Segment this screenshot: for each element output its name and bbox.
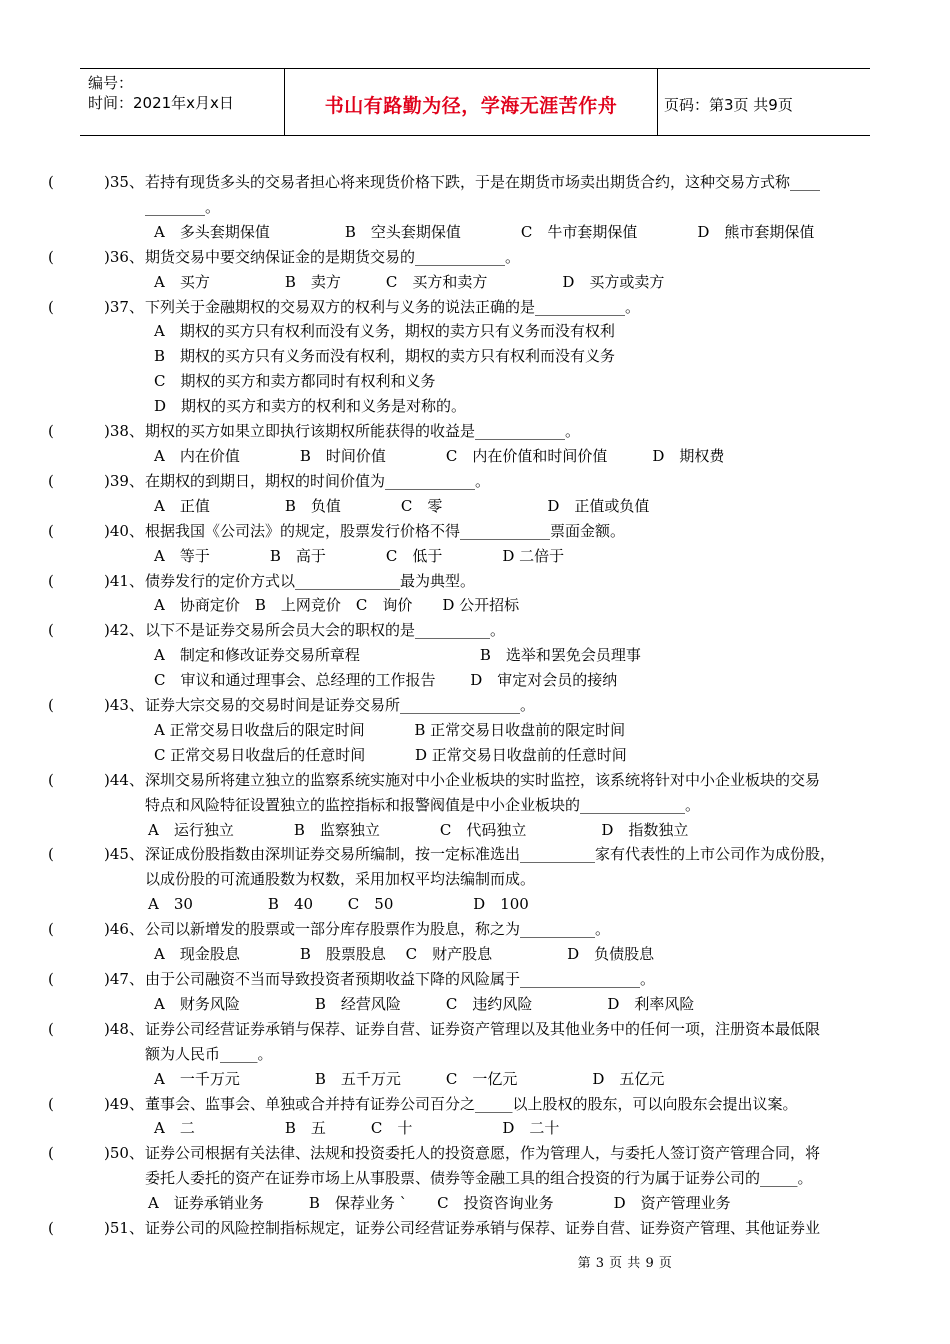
question-40 — [38, 519, 918, 569]
answer-options: A 内在价值 B 时间价值 C 内在价值和时间价值 D 期权费 — [154, 446, 725, 465]
question-text-continued: 特点和风险特征设置独立的监控指标和报警阀值是中小企业板块的______________。 — [145, 795, 701, 814]
question-text-continued: ________。 — [145, 197, 221, 216]
answer-blank-paren: ( — [48, 422, 54, 441]
question-stem-line — [38, 1017, 918, 1042]
question-stem-line — [38, 469, 918, 494]
question-35 — [38, 170, 918, 245]
answer-options: A 等于 B 高于 C 低于 D 二倍于 — [154, 546, 565, 565]
question-stem-line — [38, 967, 918, 992]
answer-options: D 期权的买方和卖方的权利和义务是对称的。 — [154, 397, 467, 416]
question-text: 董事会、监事会、单独或合并持有证券公司百分之_____以上股权的股东，可以向股东会提出议案。 — [145, 1094, 798, 1113]
answer-options: A 财务风险 B 经营风险 C 违约风险 D 利率风险 — [154, 994, 695, 1013]
page-footer: 第 3 页 共 9 页 — [577, 1256, 673, 1271]
answer-options: A 30 B 40 C 50 D 100 — [148, 895, 529, 914]
answer-blank-paren: ( — [48, 920, 54, 939]
question-text: 深圳交易所将建立独立的监察系统实施对中小企业板块的实时监控，该系统将针对中小企业板块的交易 — [145, 770, 821, 789]
question-50 — [38, 1141, 918, 1216]
question-42 — [38, 618, 918, 693]
answer-options: A 运行独立 B 监察独立 C 代码独立 D 指数独立 — [148, 820, 689, 839]
answer-options: C 审议和通过理事会、总经理的工作报告 D 审定对会员的接纳 — [154, 671, 618, 690]
question-number: )46、 — [104, 920, 144, 939]
answer-options: A 买方 B 卖方 C 买方和卖方 D 买方或卖方 — [154, 272, 665, 291]
answer-options: A 多头套期保值 B 空头套期保值 C 牛市套期保值 D 熊市套期保值 — [154, 222, 815, 241]
question-text: 深证成份股指数由深圳证券交易所编制，按一定标准选出__________家有代表性的上市公司作为成份股， — [145, 845, 836, 864]
question-stem-line — [38, 295, 918, 320]
answer-blank-paren: ( — [48, 770, 54, 789]
question-number: )50、 — [104, 1144, 144, 1163]
header-page-cell — [658, 69, 870, 135]
answer-options: B 期权的买方只有义务而没有权利，期权的卖方只有权利而没有义务 — [154, 347, 616, 366]
question-text: 证券公司经营证券承销与保荐、证券自营、证券资产管理以及其他业务中的任何一项，注册资本最低限 — [145, 1019, 821, 1038]
question-number: )48、 — [104, 1019, 144, 1038]
answer-blank-paren: ( — [48, 970, 54, 988]
question-number: )51、 — [104, 1219, 144, 1238]
question-text: 以下不是证券交易所会员大会的职权的是__________。 — [145, 621, 506, 640]
question-text-continued: 额为人民币_____。 — [145, 1044, 273, 1063]
question-44 — [38, 768, 918, 843]
question-stem-line — [38, 170, 918, 195]
question-stem-line — [38, 1092, 918, 1117]
question-stem-line — [38, 842, 918, 867]
question-number: )36、 — [104, 247, 144, 266]
question-text-continued: 以成份股的可流通股数为权数，采用加权平均法编制而成。 — [145, 870, 536, 889]
question-text: 证券大宗交易的交易时间是证券交易所________________。 — [145, 696, 536, 715]
question-39 — [38, 469, 918, 519]
answer-blank-paren: ( — [48, 521, 54, 540]
question-number: )37、 — [104, 297, 144, 316]
header-page-number: 页码：第3页 共9页 — [664, 96, 793, 114]
answer-options: A 正值 B 负值 C 零 D 正值或负值 — [154, 496, 650, 515]
question-43 — [38, 693, 918, 768]
answer-blank-paren: ( — [48, 696, 54, 715]
question-text: 证券公司根据有关法律、法规和投资委托人的投资意愿，作为管理人，与委托人签订资产管理合同，将 — [145, 1144, 821, 1163]
answer-blank-paren: ( — [48, 1019, 54, 1038]
answer-blank-paren: ( — [48, 1219, 54, 1238]
question-41 — [38, 569, 918, 619]
question-48 — [38, 1017, 918, 1092]
question-text: 期货交易中要交纳保证金的是期货交易的____________。 — [145, 247, 521, 266]
question-number: )43、 — [104, 696, 144, 715]
answer-options: A 现金股息 B 股票股息 C 财产股息 D 负债股息 — [154, 945, 655, 964]
answer-blank-paren: ( — [48, 571, 54, 590]
question-37 — [38, 295, 918, 420]
question-text: 证券公司的风险控制指标规定，证券公司经营证券承销与保荐、证券自营、证券资产管理、其他证券业 — [145, 1219, 821, 1238]
question-stem-line — [38, 569, 918, 594]
header-meta — [80, 69, 285, 135]
question-46 — [38, 917, 918, 967]
question-stem-line — [38, 693, 918, 718]
answer-blank-paren: ( — [48, 1094, 54, 1113]
answer-blank-paren: ( — [48, 845, 54, 864]
question-36 — [38, 245, 918, 295]
answer-blank-paren: ( — [48, 297, 54, 316]
question-text: 若持有现货多头的交易者担心将来现货价格下跌，于是在期货市场卖出期货合约，这种交易方式称____ — [145, 173, 821, 191]
answer-blank-paren: ( — [48, 173, 54, 191]
answer-options: A 二 B 五 C 十 D 二十 — [154, 1119, 560, 1138]
answer-blank-paren: ( — [48, 247, 54, 266]
question-stem-line — [38, 1216, 918, 1241]
answer-options: A 期权的买方只有权利而没有义务，期权的卖方只有义务而没有权利 — [154, 322, 615, 341]
question-49 — [38, 1092, 918, 1142]
question-47 — [38, 967, 918, 1017]
question-number: )49、 — [104, 1094, 144, 1113]
answer-options: A 协商定价 B 上网竞价 C 询价 D 公开招标 — [154, 596, 520, 615]
answer-blank-paren: ( — [48, 1144, 54, 1163]
header-motto-cell — [285, 69, 658, 135]
question-stem-line — [38, 245, 918, 270]
question-number: )35、 — [104, 173, 144, 191]
question-number: )45、 — [104, 845, 144, 864]
question-stem-line — [38, 419, 918, 444]
answer-blank-paren: ( — [48, 471, 54, 490]
question-text: 公司以新增发的股票或一部分库存股票作为股息，称之为__________。 — [145, 920, 611, 939]
question-number: )47、 — [104, 970, 144, 988]
motto-text: 书山有路勤为径，学海无涯苦作舟 — [324, 95, 618, 117]
question-38 — [38, 419, 918, 469]
question-number: )41、 — [104, 571, 144, 590]
question-45 — [38, 842, 918, 917]
answer-blank-paren: ( — [48, 621, 54, 640]
answer-options: A 正常交易日收盘后的限定时间 B 正常交易日收盘前的限定时间 — [154, 720, 626, 739]
question-stem-line — [38, 519, 918, 544]
question-text: 下列关于金融期权的交易双方的权利与义务的说法正确的是____________。 — [145, 297, 641, 316]
question-stem-line — [38, 1141, 918, 1166]
question-number: )40、 — [104, 521, 144, 540]
question-51 — [38, 1216, 918, 1241]
answer-options: C 期权的买方和卖方都同时有权利和义务 — [154, 372, 436, 391]
question-stem-line — [38, 917, 918, 942]
question-text: 在期权的到期日，期权的时间价值为____________。 — [145, 471, 491, 490]
question-number: )44、 — [104, 770, 144, 789]
question-number: )39、 — [104, 471, 144, 490]
question-text: 期权的买方如果立即执行该期权所能获得的收益是____________。 — [145, 422, 581, 441]
page-header — [80, 68, 870, 136]
question-text: 根据我国《公司法》的规定，股票发行价格不得____________票面金额。 — [145, 521, 626, 540]
answer-options: C 正常交易日收盘后的任意时间 D 正常交易日收盘前的任意时间 — [154, 745, 627, 764]
question-number: )38、 — [104, 422, 144, 441]
question-stem-line — [38, 768, 918, 793]
doc-number-label: 编号： — [88, 74, 134, 92]
question-text-continued: 委托人委托的资产在证券市场上从事股票、债券等金融工具的组合投资的行为属于证券公司的_____。 — [145, 1169, 813, 1188]
question-stem-line — [38, 618, 918, 643]
question-text: 由于公司融资不当而导致投资者预期收益下降的风险属于________________。 — [145, 970, 656, 988]
question-list — [38, 170, 918, 1241]
answer-options: A 制定和修改证券交易所章程 B 选举和罢免会员理事 — [154, 646, 641, 665]
answer-options: A 一千万元 B 五千万元 C 一亿元 D 五亿元 — [154, 1069, 665, 1088]
question-number: )42、 — [104, 621, 144, 640]
question-text: 债券发行的定价方式以______________最为典型。 — [145, 571, 476, 590]
doc-date-label: 时间：2021年x月x日 — [88, 94, 234, 112]
answer-options: A 证券承销业务 B 保荐业务 ` C 投资咨询业务 D 资产管理业务 — [148, 1194, 731, 1213]
